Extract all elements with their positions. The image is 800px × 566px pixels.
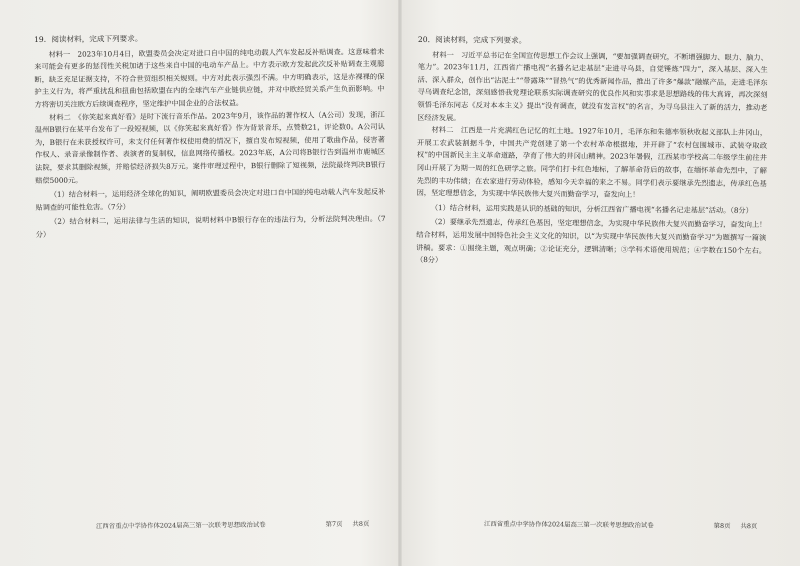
footer-page-number: 第8页: [713, 521, 731, 530]
question-19-title: 19．阅读材料，完成下列要求。: [34, 34, 143, 44]
q19-task-2: （2）结合材料二，运用法律与生活的知识，说明材料中B银行存在的违法行为，分析法院判决理由。（7分）: [35, 214, 386, 239]
footer-page-number: 第7页: [325, 520, 343, 529]
footer-title: 江西省重点中学协作体2024届高三第一次联考思想政治试卷: [95, 520, 266, 531]
footer-page-total: 共8页: [740, 522, 758, 531]
q19-material-1: 材料一 2023年10月4日，欧盟委员会决定对进口自中国的纯电动载人汽车发起反补贴调查。这意味着未来可能会有更多的惩罚性关税加诸于这些来自中国的电动车产品上。中方表示欧方发起此次反补贴调查主观臆断，缺乏充足证据支持，不符合世贸组织相关规则。中方对此表示强烈不满。中方明确表示，这是赤裸裸的保护主义行为，将严重扰乱和扭曲包括欧盟在内的全球汽车产业链供应链，并对中欧经贸关系产生负面影响。中方将密切关注欧方后续调查程序，坚定维护中国企业的合法权益。: [34, 46, 385, 109]
q19-task-1: （1）结合材料一，运用经济全球化的知识，阐明欧盟委员会决定对进口自中国的纯电动载人汽车发起反补贴调查的可能性危害。（7分）: [35, 187, 386, 212]
q20-task-2: （2）要继承先烈遗志，传承红色基因，坚定理想信念，为实现中华民族伟大复兴而勤奋学习，奋发向上！结合材料，运用发展中国特色社会主义文化的知识，以“为实现中华民族伟大复兴而勤奋学习”为题撰写一篇演讲稿。要求：①围绕主题，观点明确；②论证充分，逻辑清晰；③学科术语使用规范；④字数在150个左右。（8分）: [415, 217, 767, 265]
footer-page-total: 共8页: [352, 519, 370, 528]
page-fold: [398, 0, 402, 566]
q20-material-2: 材料二 江西是一片充满红色记忆的红土地。1927年10月，毛泽东和朱德率领秋收起义部队上井冈山，开展工农武装割据斗争，中国共产党创建了第一个农村革命根据地，并开辟了“农村包围城市、武装夺取政权”的中国新民主主义革命道路，孕育了伟大的井冈山精神。2023年暑假，江西某市学校高二年级学生前往井冈山开展了为期一周的红色研学之旅。同学们打卡红色地标，了解革命背后的故事，在缅怀革命先烈中，了解先烈的丰功伟绩；在农家进行劳动体验，感知今天幸福的来之不易。同学们表示要继承先烈遗志，传承红色基因，坚定理想信念，为实现中华民族伟大复兴而勤奋学习，奋发向上！: [416, 125, 768, 200]
q19-material-2: 材料二 《你笑起来真好看》是时下流行音乐作品。2023年9月，该作品的著作权人（A公司）发现，浙江温州B银行在某平台发布了一段短视频，以《你笑起来真好看》作为背景音乐，点赞数21，评论数0。A公司认为，B银行在未获授权许可，未支付任何著作权使用费的情况下，擅自发布短视频，使用了歌曲作品，侵害著作权人、录音录像制作者、表演者的复制权，信息网络传播权。2023年底，A公司将B银行告到温州市鹿城区法院，要求其删除视频，并赔偿经济损失8万元。案件审理过程中，B银行删除了短视频，法院最终判决B银行赔偿5000元。: [34, 109, 386, 185]
exam-page-7: [34, 31, 388, 494]
question-20-title: 20．阅读材料，完成下列要求。: [417, 34, 527, 45]
footer-page-7: [96, 519, 369, 530]
exam-page-8: [414, 34, 768, 497]
footer-title: 江西省重点中学协作体2024届高三第一次联考思想政治试卷: [483, 519, 654, 530]
q20-material-1: 材料一 习近平总书记在全国宣传思想工作会议上强调，“要加强调查研究，不断增强脚力、眼力、脑力、笔力”。2023年11月，江西省广播电视“名播名记走基层”走进寻乌县，自觉锤炼“四力”，深入基层、深入生活、深入群众，创作出“沾泥土”“带露珠”“冒热气”的优秀新闻作品，推出了许多“爆款”融媒产品，走进毛泽东寻乌调查纪念馆，深刻感悟我党理论联系实际调查研究的优良作风和实事求是思想路线的伟大真谛，再次深刻领悟毛泽东同志《反对本本主义》提出“没有调查，就没有发言权”的名言，为寻乌县注入了新的活力，推动老区经济发展。: [417, 49, 768, 122]
q20-task-1: （1）结合材料，运用实践是认识的基础的知识，分析江西省广播电视“名播名记走基层”活动。（8分）: [430, 202, 753, 215]
footer-page-8: [484, 519, 757, 530]
